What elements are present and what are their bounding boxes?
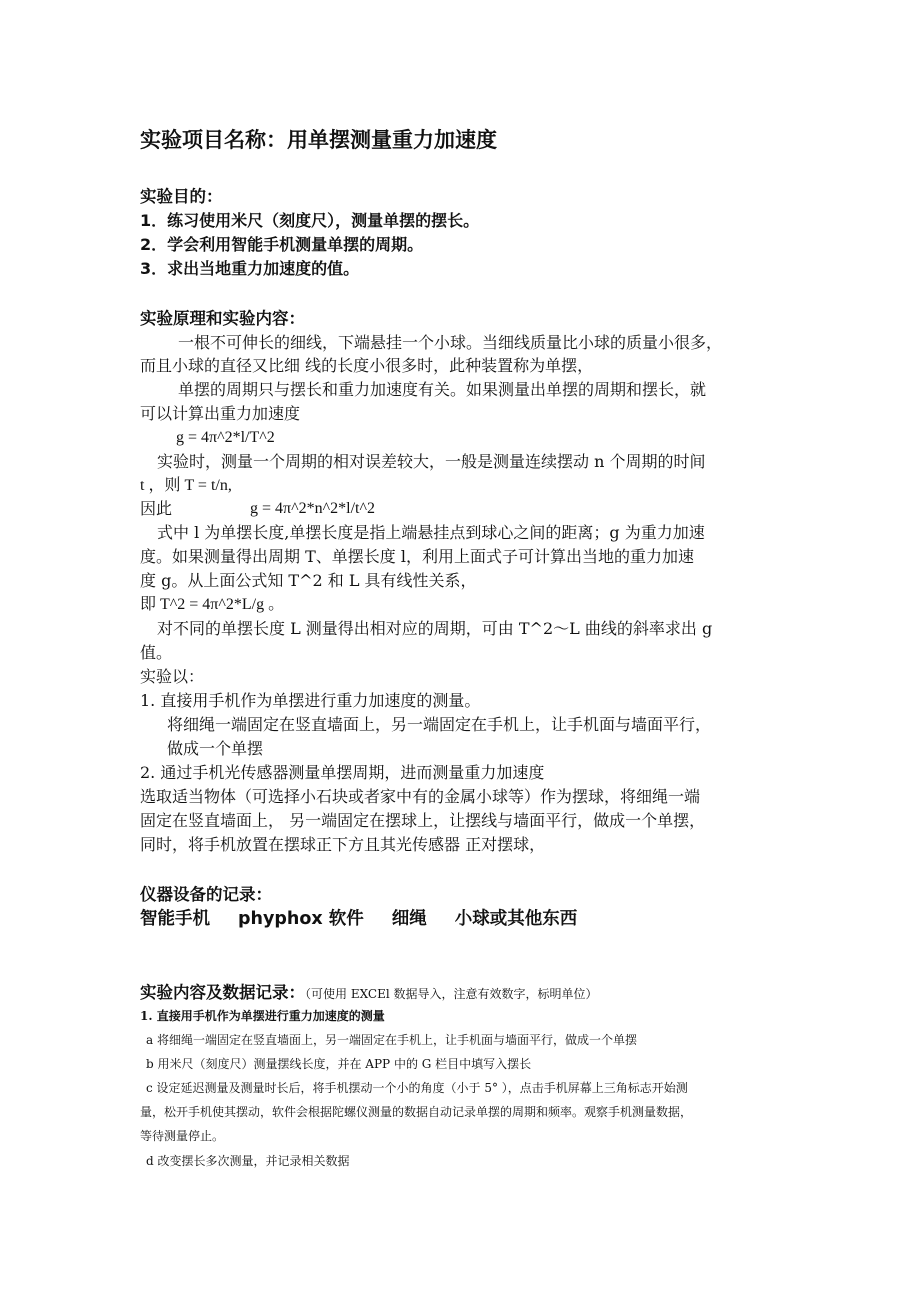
records-step: d 改变摆长多次测量，并记录相关数据 [146, 1154, 350, 1168]
records-step: b 用米尺（刻度尺）测量摆线长度，并在 APP 中的 G 栏目中填写入摆长 [146, 1057, 532, 1071]
principle-line: 同时，将手机放置在摆球正下方且其光传感器 正对摆球， [140, 835, 546, 854]
principle-line: 而且小球的直径又比细 线的长度小很多时，此种装置称为单摆， [140, 356, 594, 375]
formula-period: g = 4π^2*l/T^2 [176, 429, 275, 446]
equipment-item: 小球或其他东西 [454, 909, 578, 929]
purpose-item: 2．学会利用智能手机测量单摆的周期。 [140, 235, 424, 254]
records-step: c 设定延迟测量及测量时长后，将手机摆动一个小的角度（小于 5° ），点击手机屏幕上三角标志开始测 [146, 1081, 688, 1095]
page-title: 实验项目名称：用单摆测量重力加速度 [140, 128, 497, 152]
equipment-item: 细绳 [391, 909, 427, 929]
records-step: a 将细绳一端固定在竖直墙面上，另一端固定在手机上，让手机面与墙面平行，做成一个单摆 [146, 1033, 637, 1047]
equipment-heading: 仪器设备的记录： [140, 885, 272, 904]
principle-line: 式中 l 为单摆长度,单摆长度是指上端悬挂点到球心之间的距离；g 为重力加速 [157, 523, 705, 542]
records-step: 量，松开手机使其摆动，软件会根据陀螺仪测量的数据自动记录单摆的周期和频率。观察手机测量数据， [140, 1105, 693, 1119]
principle-line: 做成一个单摆 [167, 739, 264, 758]
principle-line: 单摆的周期只与摆长和重力加速度有关。如果测量出单摆的周期和摆长，就 [178, 380, 707, 399]
principle-line: 可以计算出重力加速度 [140, 404, 301, 423]
purpose-heading: 实验目的： [140, 187, 223, 206]
records-subheading: 1. 直接用手机作为单摆进行重力加速度的测量 [140, 1009, 385, 1023]
records-heading-line [140, 983, 598, 1004]
records-step: 等待测量停止。 [140, 1129, 225, 1143]
principle-heading: 实验原理和实验内容： [140, 309, 305, 328]
principle-line: 对不同的单摆长度 L 测量得出相对应的周期，可由 T^2～L 曲线的斜率求出 g [157, 619, 713, 638]
principle-line: 度。如果测量得出周期 T、单摆长度 l，利用上面式子可计算出当地的重力加速 [140, 547, 694, 566]
principle-line: 选取适当物体（可选择小石块或者家中有的金属小球等）作为摆球，将细绳一端 [140, 787, 701, 806]
records-heading: 实验内容及数据记录： [140, 983, 305, 1002]
principle-line: 固定在竖直墙面上， 另一端固定在摆球上，让摆线与墙面平行，做成一个单摆， [140, 811, 706, 830]
principle-line: 将细绳一端固定在竖直墙面上，另一端固定在手机上，让手机面与墙面平行， [167, 715, 712, 734]
equipment-item: 智能手机 [140, 909, 210, 929]
equipment-item: phyphox 软件 [238, 909, 364, 929]
equipment-list [140, 909, 577, 929]
purpose-item: 1．练习使用米尺（刻度尺），测量单摆的摆长。 [140, 211, 480, 230]
method-item: 2. 通过手机光传感器测量单摆周期，进而测量重力加速度 [140, 763, 545, 782]
principle-line: 值。 [140, 643, 173, 662]
principle-line: 实验以： [140, 667, 205, 686]
purpose-item: 3．求出当地重力加速度的值。 [140, 259, 360, 278]
principle-line: 因此 [140, 499, 173, 518]
records-note: （可使用 EXCEl 数据导入，注意有效数字，标明单位） [305, 987, 598, 1001]
principle-line: t ，则 T = t/n, [140, 477, 232, 494]
method-item: 1. 直接用手机作为单摆进行重力加速度的测量。 [140, 691, 481, 710]
principle-line: 一根不可伸长的细线，下端悬挂一个小球。当细线质量比小球的质量小很多， [178, 333, 723, 352]
principle-line: 度 g。从上面公式知 T^2 和 L 具有线性关系， [140, 571, 477, 590]
principle-line: 实验时，测量一个周期的相对误差较大，一般是测量连续摆动 n 个周期的时间 [157, 452, 706, 471]
formula-linear: 即 T^2 = 4π^2*L/g 。 [140, 596, 285, 613]
formula-n-periods: g = 4π^2*n^2*l/t^2 [250, 500, 375, 517]
